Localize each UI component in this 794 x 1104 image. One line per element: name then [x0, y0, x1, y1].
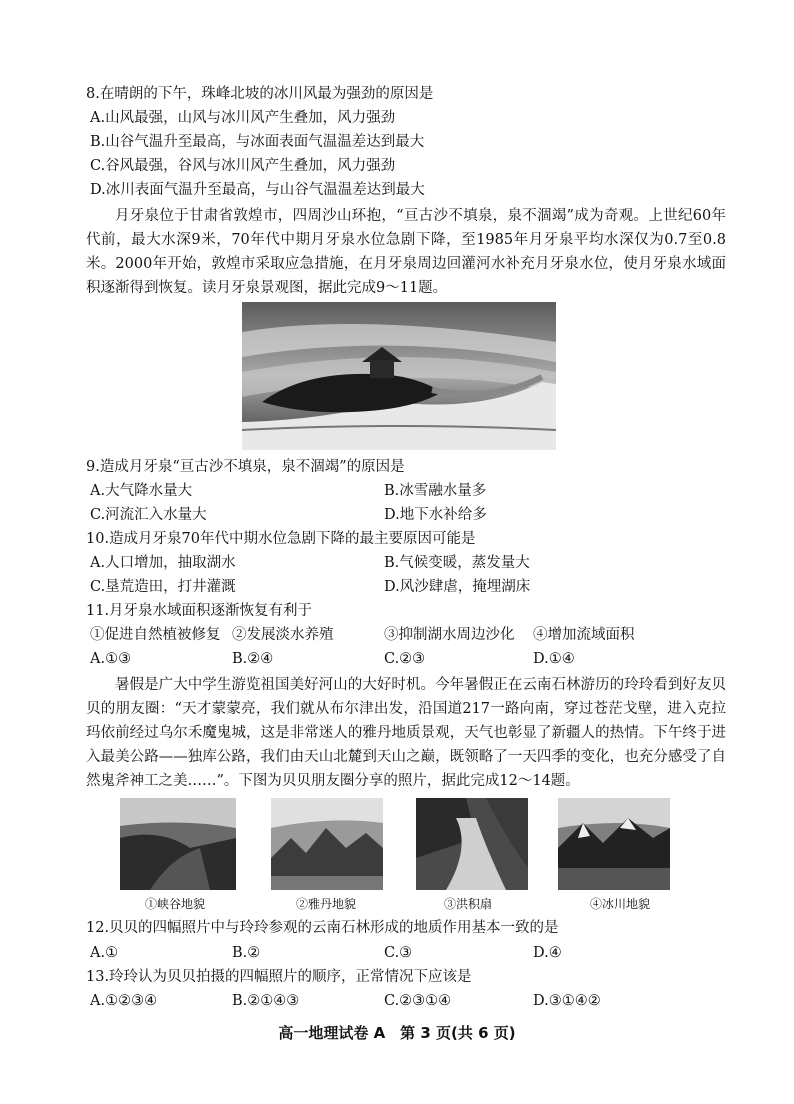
photo-glacier — [558, 798, 670, 890]
photo-alluvial-fan — [416, 798, 528, 890]
photo-caption-3: ③洪积扇 — [444, 897, 493, 911]
q8-stem: 8.在晴朗的下午，珠峰北坡的冰川风最为强劲的原因是 — [86, 86, 434, 102]
q13-option-b: B.②①④③ — [232, 993, 300, 1009]
q11-option-c: C.②③ — [384, 651, 426, 667]
q11-option-a: A.①③ — [90, 651, 132, 667]
q11-statement-3: ③抑制湖水周边沙化 — [384, 627, 515, 643]
q11-option-d: D.①④ — [533, 651, 575, 667]
yueyaquan-photo — [242, 302, 556, 450]
photo-yardang — [271, 798, 383, 890]
passage-yueyaquan: 月牙泉位于甘肃省敦煌市，四周沙山环抱，“亘古沙不填泉，泉不涸竭”成为奇观。上世纪60年代前，最大水深9米，70年代中期月牙泉水位急剧下降，至1985年月牙泉平均水深仅为0.7至0.8米。2000年开始，敦煌市采取应急措施，在月牙泉周边回灌河水补充月牙泉水位，使月牙泉水域面积逐渐得到恢复。读月牙泉景观图，据此完成9～11题。 — [86, 208, 726, 296]
q8-option-a: A.山风最强，山风与冰川风产生叠加，风力强劲 — [90, 110, 396, 126]
passage-travel: 暑假是广大中学生游览祖国美好河山的大好时机。今年暑假正在云南石林游历的玲玲看到好友贝贝的朋友圈：“天才蒙蒙亮，我们就从布尔津出发，沿国道217一路向南，穿过苍茫戈壁，进入克拉玛依前经过乌尔禾魔鬼城，这是非常迷人的雅丹地质景观，天气也彰显了新疆人的热情。下午终于进入最美公路——独库公路，我们由天山北麓到天山之巅，既领略了一天四季的变化，也充分感受了自然鬼斧神工之美……”。下图为贝贝朋友圈分享的照片，据此完成12～14题。 — [86, 677, 726, 789]
q10-stem: 10.造成月牙泉70年代中期水位急剧下降的最主要原因可能是 — [86, 531, 476, 547]
page-footer: 高一地理试卷 A 第 3 页(共 6 页) — [278, 1024, 516, 1042]
photo-canyon — [120, 798, 236, 890]
q10-option-d: D.风沙肆虐，掩埋湖床 — [384, 579, 531, 595]
q13-option-a: A.①②③④ — [90, 993, 158, 1009]
q11-statement-2: ②发展淡水养殖 — [232, 627, 334, 643]
q10-option-b: B.气候变暖，蒸发量大 — [384, 555, 530, 571]
q8-option-d: D.冰川表面气温升至最高，与山谷气温温差达到最大 — [90, 182, 425, 198]
q8-option-c: C.谷风最强，谷风与冰川风产生叠加，风力强劲 — [90, 158, 396, 174]
q13-stem: 13.玲玲认为贝贝拍摄的四幅照片的顺序，正常情况下应该是 — [86, 969, 472, 985]
q8-option-b: B.山谷气温升至最高，与冰面表面气温温差达到最大 — [90, 134, 425, 150]
q13-option-c: C.②③①④ — [384, 993, 452, 1009]
q10-option-a: A.人口增加，抽取湖水 — [90, 555, 236, 571]
q11-statement-1: ①促进自然植被修复 — [90, 627, 221, 643]
photo-caption-4: ④冰川地貌 — [590, 897, 651, 911]
q11-option-b: B.②④ — [232, 651, 274, 667]
q9-option-d: D.地下水补给多 — [384, 507, 487, 523]
q9-option-c: C.河流汇入水量大 — [90, 507, 207, 523]
q12-option-b: B.② — [232, 945, 261, 961]
photo-caption-2: ②雅丹地貌 — [296, 897, 357, 911]
q12-option-d: D.④ — [533, 945, 562, 961]
q9-stem: 9.造成月牙泉“亘古沙不填泉，泉不涸竭”的原因是 — [86, 459, 405, 475]
q10-option-c: C.垦荒造田，打井灌溉 — [90, 579, 236, 595]
q12-option-c: C.③ — [384, 945, 413, 961]
q12-option-a: A.① — [90, 945, 119, 961]
q9-option-a: A.大气降水量大 — [90, 483, 193, 499]
q12-stem: 12.贝贝的四幅照片中与玲玲参观的云南石林形成的地质作用基本一致的是 — [86, 920, 559, 936]
q13-option-d: D.③①④② — [533, 993, 601, 1009]
q11-statement-4: ④增加流域面积 — [533, 627, 635, 643]
photo-caption-1: ①峡谷地貌 — [145, 897, 206, 911]
q9-option-b: B.冰雪融水量多 — [384, 483, 487, 499]
q11-stem: 11.月牙泉水域面积逐渐恢复有利于 — [86, 603, 313, 619]
